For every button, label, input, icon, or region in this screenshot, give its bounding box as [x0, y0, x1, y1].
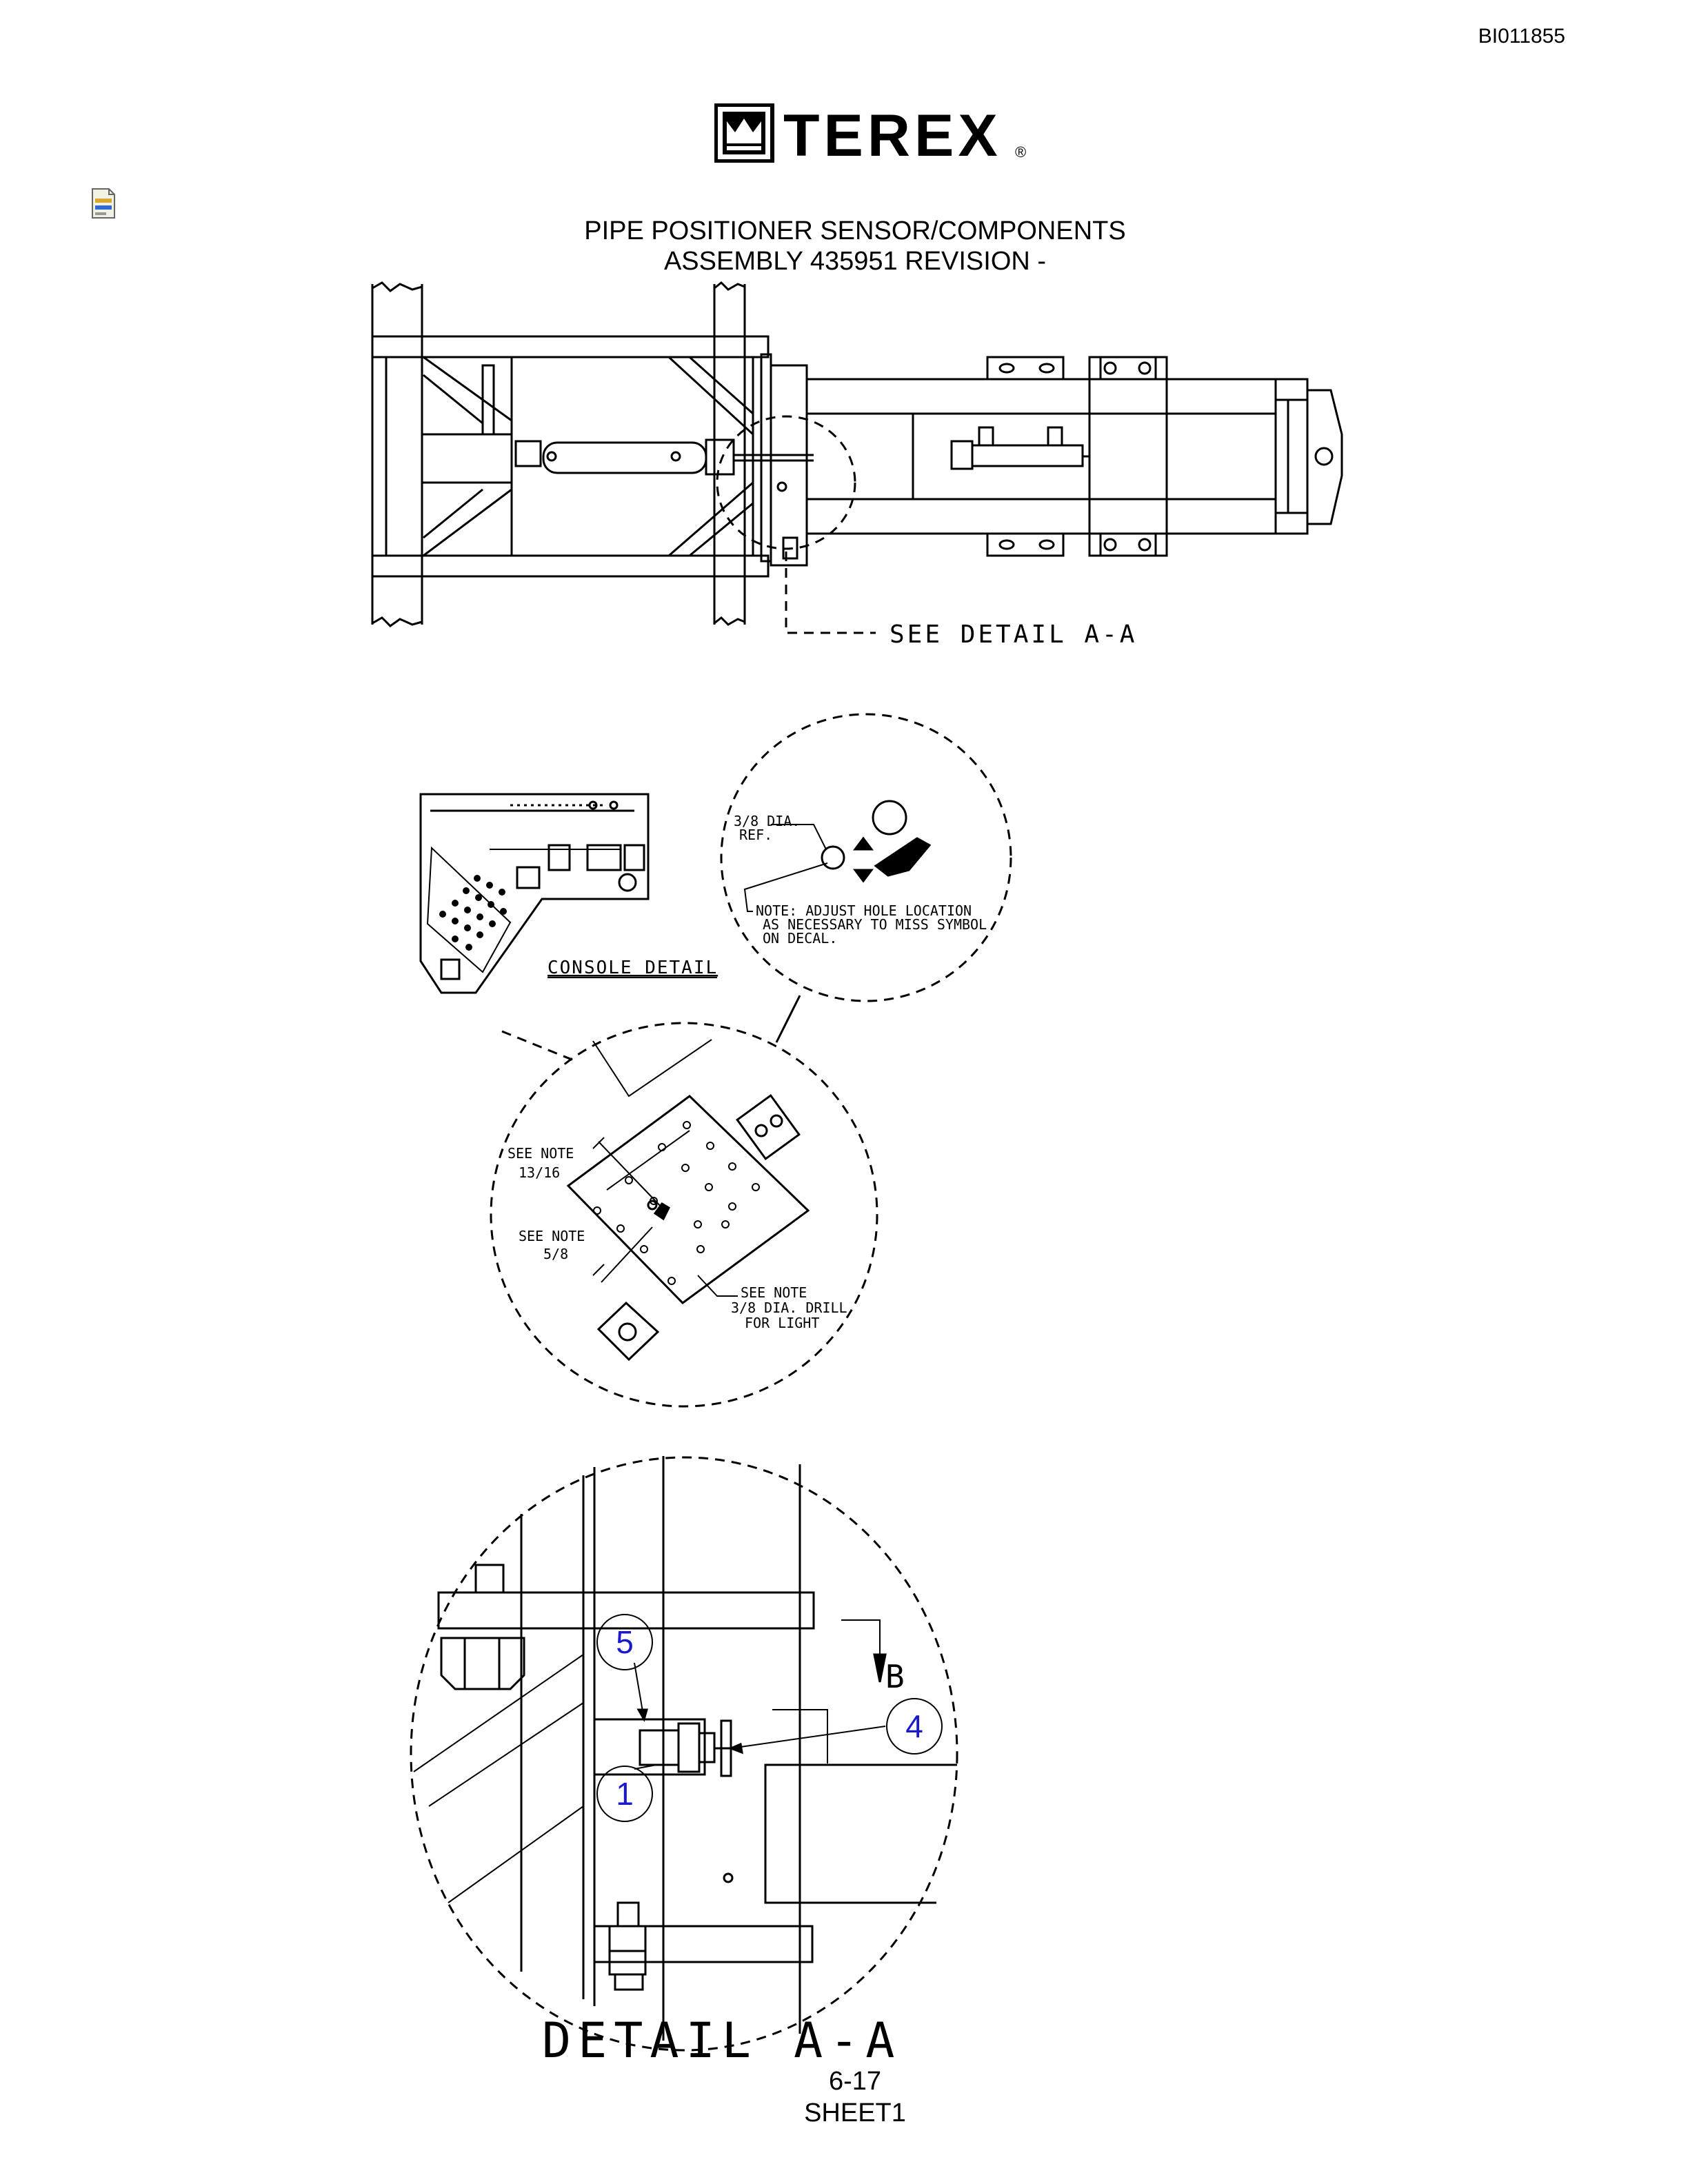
dim-5-8: 5/8	[543, 1246, 569, 1262]
console-detail-label: CONSOLE DETAIL	[547, 958, 719, 978]
brand-name: TEREX	[783, 103, 1002, 163]
page-number: 6-17	[828, 2067, 882, 2096]
dim-13-16: 13/16	[519, 1164, 561, 1181]
console-hole-detail	[491, 1023, 877, 1406]
detail-a-a	[411, 1456, 957, 2069]
document-id: BI011855	[1478, 25, 1565, 48]
drill-note-line1: 3/8 DIA. DRILL	[731, 1300, 847, 1316]
see-note-c: SEE NOTE	[741, 1284, 807, 1301]
balloon-5: 5	[616, 1624, 634, 1660]
see-note-a: SEE NOTE	[508, 1145, 574, 1162]
sheet-label: SHEET1	[804, 2099, 906, 2127]
drawing-title-line2: ASSEMBLY 435951 REVISION -	[663, 247, 1047, 276]
section-b-label: B	[885, 1658, 905, 1695]
note-line1: NOTE: ADJUST HOLE LOCATION	[756, 902, 972, 919]
dia-ref-line2: REF.	[739, 827, 773, 843]
assembly-top-view	[372, 283, 1342, 649]
detail-hole-grid	[594, 1122, 759, 1284]
balloon-1: 1	[616, 1776, 634, 1812]
console-detail	[421, 794, 718, 993]
detail-a-a-label: DETAIL A-A	[542, 2012, 902, 2069]
drawing-title-line1: PIPE POSITIONER SENSOR/COMPONENTS	[584, 216, 1126, 245]
balloon-4: 4	[905, 1708, 923, 1744]
note-line2: AS NECESSARY TO MISS SYMBOL	[763, 916, 987, 933]
see-note-b: SEE NOTE	[519, 1228, 585, 1244]
drill-note-line2: FOR LIGHT	[745, 1315, 820, 1331]
dia-ref-line1: 3/8 DIA.	[734, 813, 801, 829]
hole-location-detail	[721, 714, 1011, 1042]
see-detail-callout: SEE DETAIL A-A	[890, 620, 1138, 649]
note-line3: ON DECAL.	[763, 930, 838, 947]
registered-mark: ®	[1015, 143, 1027, 161]
